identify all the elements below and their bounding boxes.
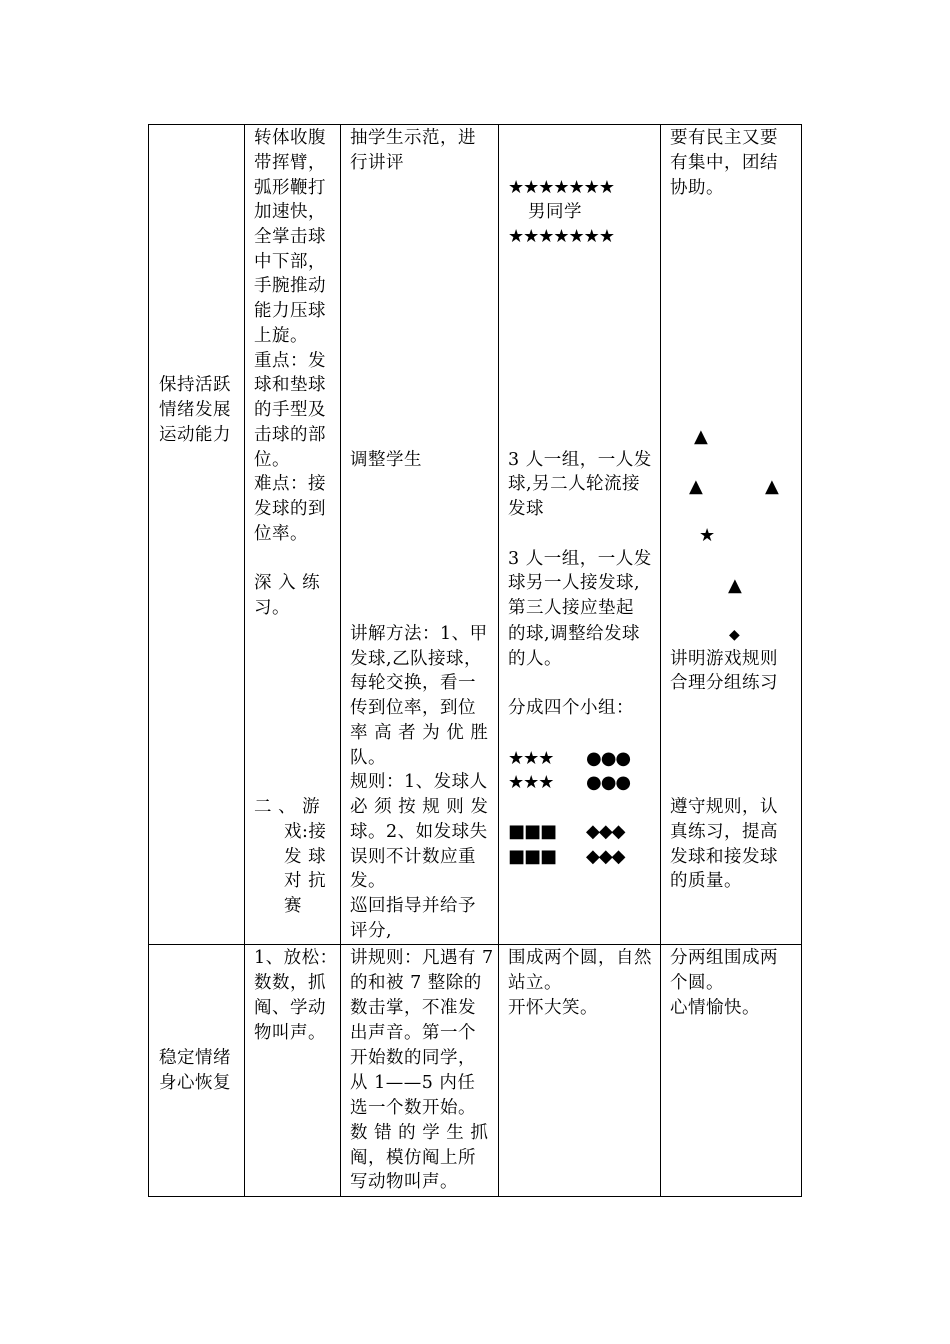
- diamond-group-1: ◆◆◆: [586, 821, 625, 842]
- star-row-top: ★★★★★★★: [508, 177, 614, 198]
- circle-group-2: ●●●: [586, 772, 631, 793]
- triangle-icon: ▲: [765, 476, 779, 497]
- star-row-bottom: ★★★★★★★: [508, 226, 614, 247]
- triangle-icon: ▲: [728, 575, 742, 596]
- table-right-border: [801, 124, 802, 1197]
- column-divider-2: [340, 124, 341, 1197]
- diamond-group-2: ◆◆◆: [586, 846, 625, 867]
- column-divider-4: [660, 124, 661, 1197]
- square-group-1: ■■■: [508, 821, 557, 842]
- star-group-1: ★★★: [508, 748, 554, 769]
- circle-group-1: ●●●: [586, 748, 631, 769]
- star-group-2: ★★★: [508, 772, 554, 793]
- triangle-icon: ▲: [689, 476, 703, 497]
- lesson-plan-page: 保持活跃 情绪发展 运动能力 转体收腹 带挥臂， 弧形鞭打 加速快， 全掌击球 中下部， 手腕推动 能力压球 上旋。 重点：发 球和垫球 的手型及 击球的部 位。 难点：接 发球的到 位率。 深 入 练 习。 二 、 游 戏:接 发 球 对 抗 赛 抽学生示范，进 行讲评 调整学生 讲解方法：1、甲 发球,乙队接球， 每轮交换，看一 传到位率，到位 率 高 者 为 优 胜 队。 规则：1、发球人 必 须 按 规 则 发 球。2、如发球失 误则不计数应重 发。 巡回指导并给予 评分, ★★★★★★★ 男同学 ★★★★★★★ 3 人一组，一人发 球,另二人轮流接 发球 3 人一组，一人发 球另一人接发球, 第三人接应垫起 的球,调整给发球 的人。 分成四个小组： ★★★ ●●● ★★★ ●●● ■■■ ◆◆◆ ■■■ ◆◆◆ 要有民主又要 有集中，团结 协助。 ▲ ▲ ▲ ★ ▲ ◆ 讲明游戏规则 合理分组练习 遵守规则，认 真练习，提高 发球和接发球 的质量。 稳定情绪 身心恢复 1、放松： 数数，抓 阄、学动 物叫声。 讲规则：凡遇有 7 的和被 7 整除的 数击掌，不准发 出声音。第一个 开始数的同学， 从 1——5 内任 选一个数开始。 数 错 的 学 生 抓 阄，模仿阄上所 写动物叫声。 围成两个圆，自然 站立。 开怀大笑。 分两组围成两 个圆。 心情愉快。: [0, 0, 950, 1344]
- row-divider: [148, 944, 802, 945]
- column-divider-3: [498, 124, 499, 1197]
- table-bottom-border: [148, 1196, 802, 1197]
- star-icon: ★: [699, 525, 716, 546]
- diamond-icon: ◆: [729, 627, 740, 643]
- column-divider-1: [244, 124, 245, 1197]
- triangle-icon: ▲: [694, 426, 708, 447]
- square-group-2: ■■■: [508, 846, 557, 867]
- table-left-border: [148, 124, 149, 1197]
- table-top-border: [148, 124, 802, 125]
